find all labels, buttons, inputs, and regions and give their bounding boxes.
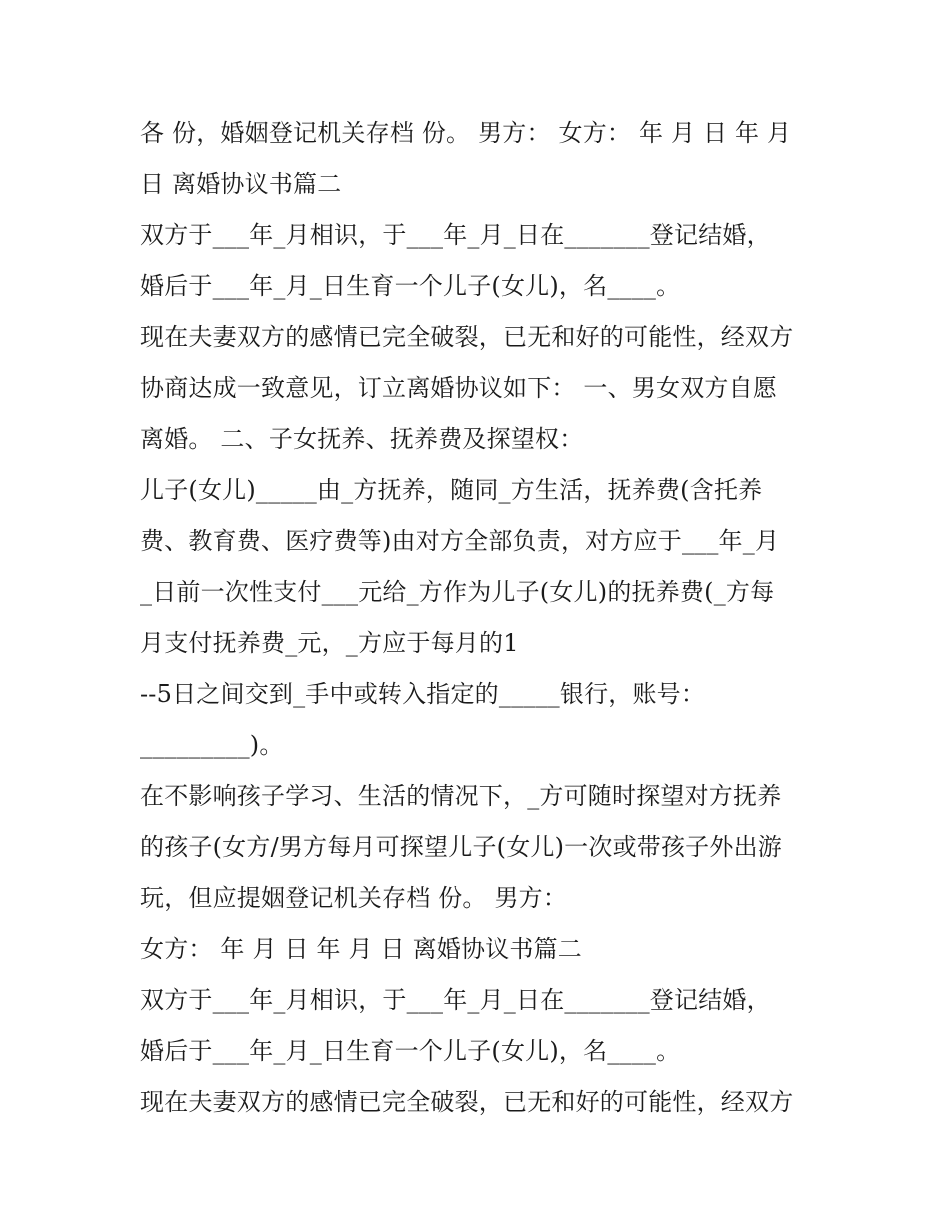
text-line: 玩，但应提姻登记机关存档 份。 男方： [140,884,568,912]
text-line: 双方于___年_月相识，于___年_月_日在_______登记结婚， [140,221,771,249]
text-line: 婚后于___年_月_日生育一个儿子(女儿)，名____。 [140,1037,681,1065]
text-line: 现在夫妻双方的感情已完全破裂，已无和好的可能性，经双方 [140,323,794,351]
text-line: 女方： 年 月 日 年 月 日 离婚协议书篇二 [140,935,583,963]
text-line: 儿子(女儿)_____由_方抚养，随同_方生活，抚养费(含托养 [140,476,763,504]
text-line: 双方于___年_月相识，于___年_月_日在_______登记结婚， [140,986,771,1014]
text-line: 现在夫妻双方的感情已完全破裂，已无和好的可能性，经双方 [140,1088,794,1116]
text-line: 月支付抚养费_元，_方应于每月的1 [140,629,519,657]
text-line: _________)。 [140,731,284,759]
text-line: 协商达成一致意见，订立离婚协议如下： 一、男女双方自愿 [140,374,778,402]
text-line: 费、教育费、医疗费等)由对方全部负责，对方应于___年_月 [140,527,780,555]
text-line: _日前一次性支付___元给_方作为儿子(女儿)的抚养费(_方每 [140,578,775,606]
text-line: 在不影响孩子学习、生活的情况下，_方可随时探望对方抚养 [140,782,782,810]
text-line: 的孩子(女方/男方每月可探望儿子(女儿)一次或带孩子外出游 [140,833,782,861]
document-body [140,108,820,1128]
text-line: --5日之间交到_手中或转入指定的_____银行，账号： [140,680,706,708]
text-line: 各 份，婚姻登记机关存档 份。 男方： 女方： 年 月 日 年 月 [140,119,792,147]
text-line: 婚后于___年_月_日生育一个儿子(女儿)，名____。 [140,272,681,300]
text-line: 离婚。 二、子女抚养、抚养费及探望权： [140,425,584,453]
text-line: 日 离婚协议书篇二 [140,170,342,198]
